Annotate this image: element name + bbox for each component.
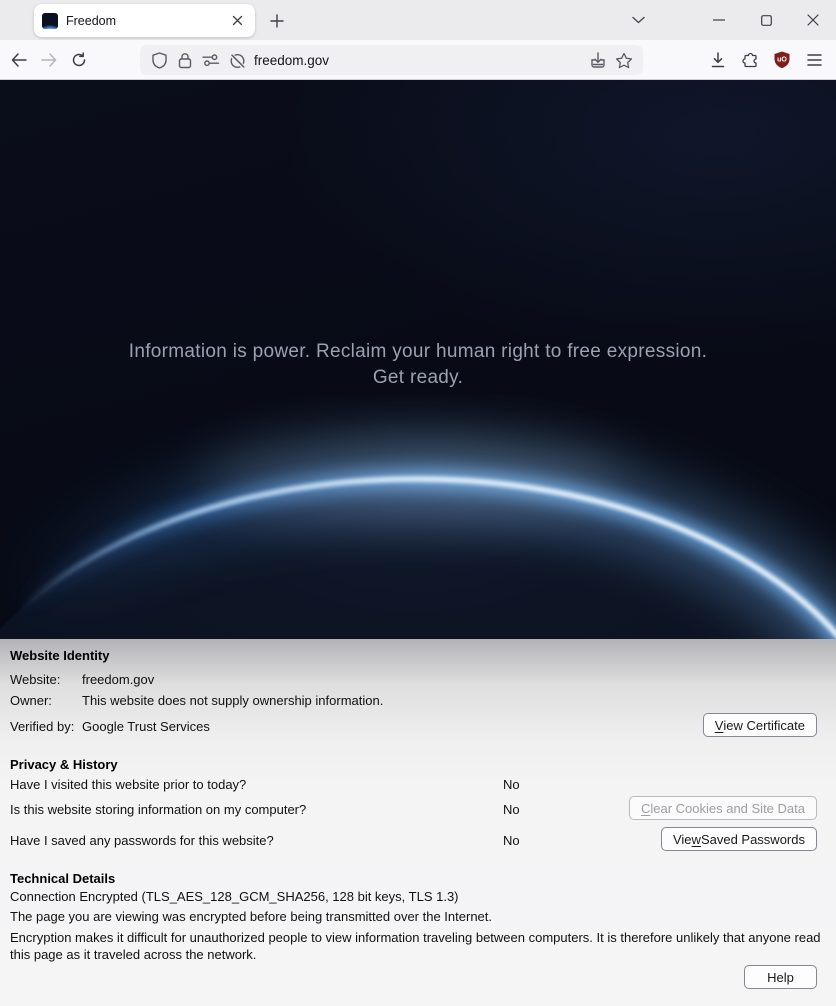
passwords-answer: No [503, 833, 520, 848]
forward-button[interactable] [34, 45, 64, 75]
url-bar[interactable] [140, 45, 643, 75]
tab-bar [0, 0, 836, 40]
website-label: Website: [10, 672, 61, 687]
back-button[interactable] [4, 45, 34, 75]
tab-close-icon[interactable] [227, 11, 247, 31]
visited-question: Have I visited this website prior to today? [10, 777, 247, 792]
connection-encrypted-line: Connection Encrypted (TLS_AES_128_GCM_SHA256, 128 bit keys, TLS 1.3) [10, 889, 459, 904]
page-content [0, 80, 836, 639]
page-encrypted-line: The page you are viewing was encrypted before being transmitted over the Internet. [10, 909, 493, 924]
view-saved-passwords-button[interactable]: Vie w Saved Passwords [661, 827, 817, 851]
extensions-puzzle-icon[interactable] [734, 45, 766, 75]
save-page-icon[interactable] [585, 47, 611, 73]
url-text[interactable]: freedom.gov [254, 52, 330, 68]
window-maximize-button[interactable] [743, 0, 789, 40]
toolbar-right-tools [702, 45, 830, 75]
window-minimize-button[interactable] [696, 0, 742, 40]
passwords-question: Have I saved any passwords for this website? [10, 833, 274, 848]
ublock-origin-icon[interactable] [766, 45, 798, 75]
cookies-question: Is this website storing information on my computer? [10, 802, 307, 817]
tracking-protection-shield-icon[interactable] [146, 47, 172, 73]
hero-headline-line1: Information is power. Reclaim your human right to free expression. [128, 341, 708, 362]
hero-headline [0, 339, 836, 391]
site-favicon [42, 13, 58, 29]
verified-by-label: Verified by: [10, 719, 75, 734]
encryption-description: Encryption makes it difficult for unauthorized people to view information traveling between computers. It is therefore unlikely that anyone read this page as it traveled across the network. [10, 930, 821, 962]
hero-headline-line2: Get ready. [372, 367, 464, 388]
website-identity-heading: Website Identity [10, 648, 110, 663]
navigation-toolbar [0, 40, 836, 80]
list-all-tabs-chevron-icon[interactable] [626, 8, 650, 32]
website-value: freedom.gov [82, 672, 155, 687]
bookmark-star-icon[interactable] [611, 47, 637, 73]
tab-title: Freedom [66, 13, 117, 28]
verified-by-value: Google Trust Services [82, 719, 210, 734]
owner-label: Owner: [10, 693, 52, 708]
window-close-button[interactable] [790, 0, 836, 40]
clear-cookies-button[interactable]: C lear Cookies and Site Data [629, 796, 817, 820]
svg-text:uO: uO [777, 56, 787, 64]
connection-secure-lock-icon[interactable] [172, 47, 198, 73]
owner-value: This website does not supply ownership information. [82, 693, 384, 708]
permissions-sliders-icon[interactable] [198, 47, 224, 73]
privacy-history-heading: Privacy & History [10, 757, 118, 772]
technical-details-heading: Technical Details [10, 871, 116, 886]
page-info-panel [0, 639, 836, 1006]
downloads-icon[interactable] [702, 45, 734, 75]
visited-answer: No [503, 777, 520, 792]
blocked-permission-icon[interactable] [224, 47, 250, 73]
tab-freedom[interactable] [34, 4, 255, 37]
menu-hamburger-icon[interactable] [798, 45, 830, 75]
help-button[interactable]: Help [744, 965, 817, 989]
reload-button[interactable] [64, 45, 94, 75]
new-tab-button[interactable] [265, 9, 289, 33]
view-certificate-button[interactable]: V iew Certificate [703, 713, 817, 737]
cookies-answer: No [503, 802, 520, 817]
